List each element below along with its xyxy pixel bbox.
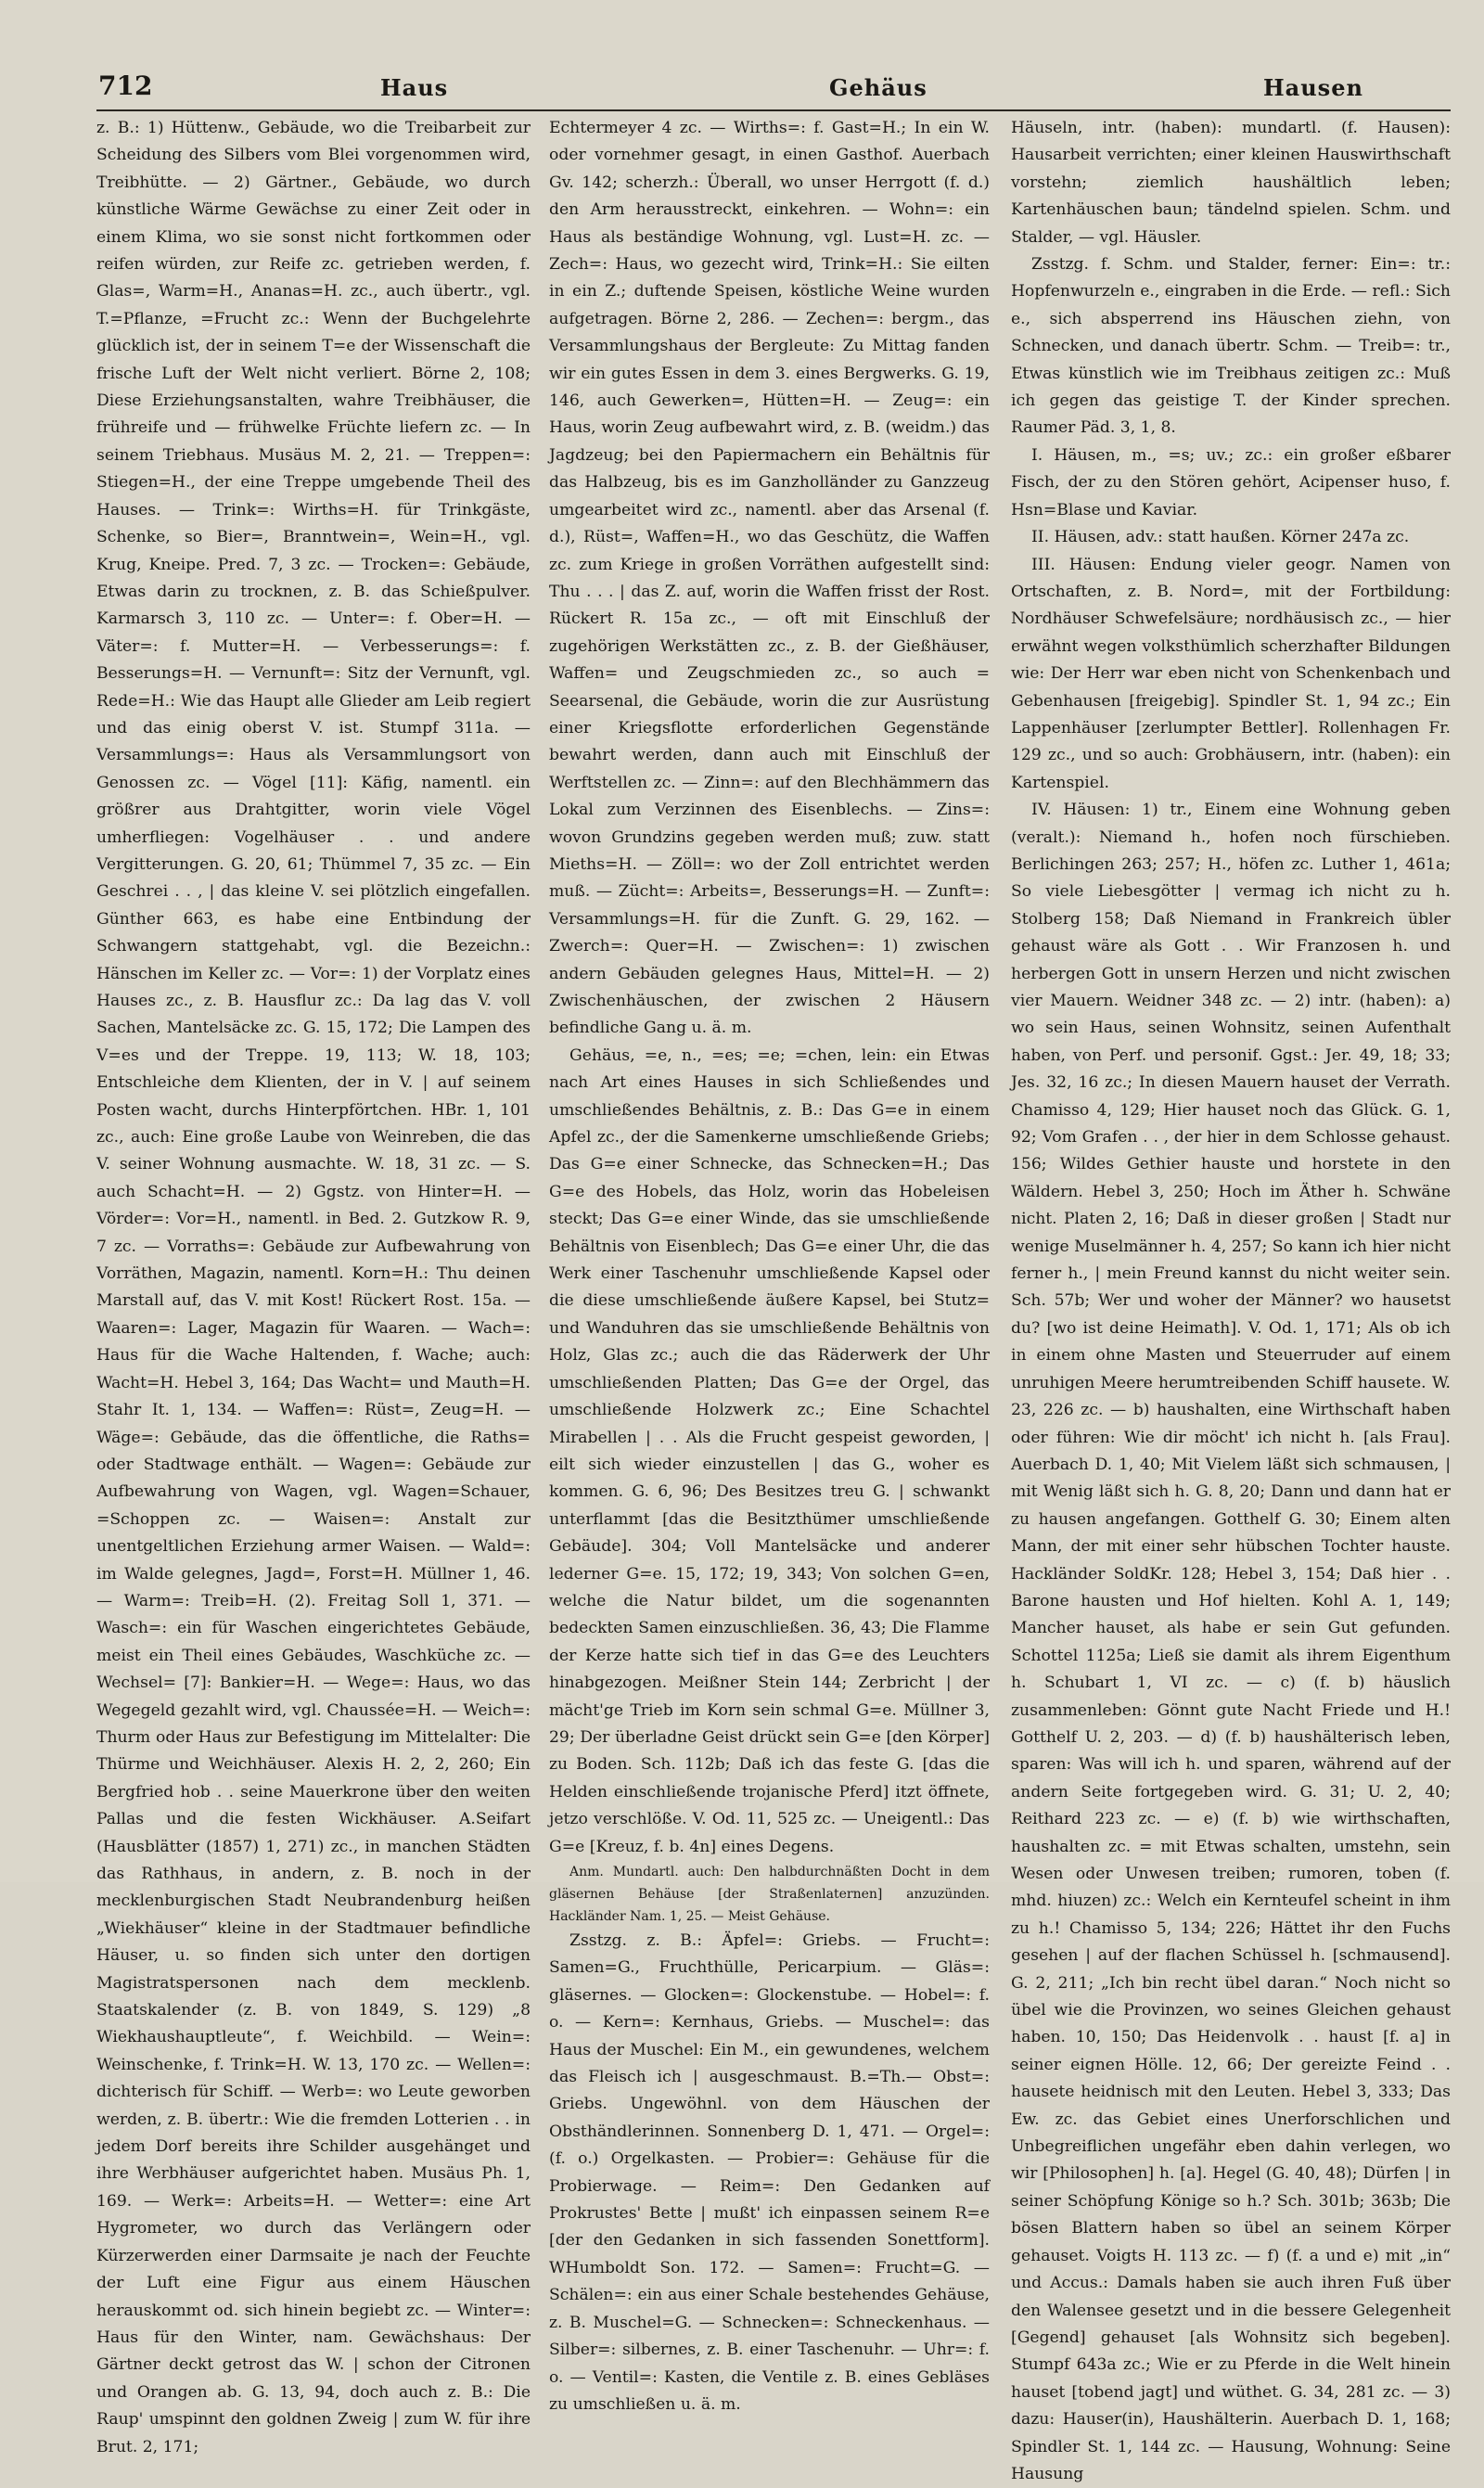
- catchword-left: Haus: [380, 74, 449, 101]
- entry-hausen-4: IV. Häusen: 1) tr., Einem eine Wohnung geben (veralt.): Niemand h., hofen noch fürschieben. Berlichingen 263; 257; H., höfen zc. Luther 1, 461a; So viele Liebesgötter | vermag ich nicht zu h. Stolberg 158; Daß Niemand in Frankreich übler gehaust wäre als Gott . . Wir Franzosen h. und herbergen Gott in unsern Herzen und nicht zwischen vier Mauern. Weidner 348 zc. — 2) intr. (haben): a) wo sein Haus, seinen Wohnsitz, seinen Aufenthalt haben, von Perf. und personif. Ggst.: Jer. 49, 18; 33; Jes. 32, 16 zc.; In diesen Mauern hauset der Verrath. Chamisso 4, 129; Hier hauset noch das Glück. G. 1, 92; Vom Grafen . . , der hier in dem Schlosse gehaust. 156; Wildes Gethier hauste und horstete in den Wäldern. Hebel 3, 250; Hoch im Äther h. Schwäne nicht. Platen 2, 16; Daß in dieser großen | Stadt nur wenige Muselmänner h. 4, 257; So kann ich hier nicht ferner h., | mein Freund kannst du nicht weiter sein. Sch. 57b; Wer und woher der Männer? wo hausetst du? [wo ist deine Heimath]. V. Od. 1, 171; Als ob ich in einem ohne Masten und Steuerruder auf einem unruhigen Meere herumtreibenden Schiff hausete. W. 23, 226 zc. — b) haushalten, eine Wirthschaft haben oder führen: Wie dir möcht' ich nicht h. [als Frau]. Auerbach D. 1, 40; Mit Vielem läßt sich schmausen, | mit Wenig läßt sich h. G. 8, 20; Dann und dann hat er zu hausen angefangen. Gotthelf G. 30; Einem alten Mann, der mit einer sehr hübschen Tochter hauste. Hackländer SoldKr. 128; Hebel 3, 154; Daß hier . . Barone hausten und Hof hielten. Kohl A. 1, 149; Mancher hauset, als habe er sein Gut gefunden. Schottel 1125a; Ließ sie damit als ihrem Eigenthum h. Schubart 1, VI zc. — c) (f. b) häuslich zusammenleben: Gönnt gute Nacht Friede und H.! Gotthelf U. 2, 203. — d) (f. b) haushälterisch leben, sparen: Was will ich h. und sparen, während auf der andern Seite fortgegeben wird. G. 31; U. 2, 40; Reithard 223 zc. — e) (f. b) wie wirthschaften, haushalten zc. = mit Etwas schalten, umstehn, sein Wesen oder Unwesen treiben; rumoren, toben (f. mhd. hiuzen) zc.: Welch ein Kernteufel scheint in ihm zu h.! Chamisso 5, 134; 226; Hättet ihr den Fuchs gesehen | auf der flachen Schüssel h. [schmausend]. G. 2, 211; „Ich bin recht übel daran.“ Noch nicht so übel wie die Provinzen, wo seines Gleichen gehaust haben. 10, 150; Das Heidenvolk . . haust [f. a] in seiner eignen Hölle. 12, 66; Der gereizte Feind . . hausete heidnisch mit den Leuten. Hebel 3, 333; Das Ew. zc. das Gebiet eines Unerforschlichen und Unbegreiflichen ungefähr eben dahin verlegen, wo wir [Philosophen] h. [a]. Hegel (G. 40, 48); Dürfen | in seiner Schöpfung Könige so h.? Sch. 301b; 363b; Die bösen Blattern haben so übel an seinem Körper gehauset. Voigts H. 113 zc. — f) (f. a und e) mit „in“ und Accus.: Damals haben sie auch ihren Fuß über den Walensee gesetzt und in die bessere Gelegenheit [Gegend] gehauset [als Wohnsitz sich begeben]. Stumpf 643a zc.; Wie er zu Pferde in die Welt hinein hauset [tobend jagt] und wüthet. G. 34, 281 zc. — 3) dazu: Hauser(in), Haushälterin. Auerbach D. 1, 168; Spindler St. 1, 144 zc. — Hausung, Wohnung: Seine Hausung: [1011, 801, 1451, 2483]
- entry-text: z. B.: 1) Hüttenw., Gebäude, wo die Treibarbeit zur Scheidung des Silbers vom Blei vorgenommen wird, Treibhütte. — 2) Gärtner., Gebäude, wo durch künstliche Wärme Gewächse zu einer Zeit oder in einem Klima, wo sie sonst nicht fortkommen oder reifen würden, zur Reife zc. getrieben werden, f. Glas=, Warm=H., Ananas=H. zc., auch übertr., vgl. T.=Pflanze, =Frucht zc.: Wenn der Buchgelehrte glücklich ist, der in seinem T=e der Wissenschaft die frische Luft der Welt nicht verliert. Börne 2, 108; Diese Erziehungsanstalten, wahre Treibhäuser, die frühreife und — frühwelke Früchte liefern zc. — In seinem Triebhaus. Musäus M. 2, 21. — Treppen=: Stiegen=H., der eine Treppe umgebende Theil des Hauses. — Trink=: Wirths=H. für Trinkgäste, Schenke, so Bier=, Branntwein=, Wein=H., vgl. Krug, Kneipe. Pred. 7, 3 zc. — Trocken=: Gebäude, Etwas darin zu trocknen, z. B. das Schießpulver. Karmarsch 3, 110 zc. — Unter=: f. Ober=H. — Väter=: f. Mutter=H. — Verbesserungs=: f. Besserungs=H. — Vernunft=: Sitz der Vernunft, vgl. Rede=H.: Wie das Haupt alle Glieder am Leib regiert und das einig oberst V. ist. Stumpf 311a. — Versammlungs=: Haus als Versammlungsort von Genossen zc. — Vögel [11]: Käfig, namentl. ein größrer aus Drahtgitter, worin viele Vögel umherfliegen: Vogelhäuser . . und andere Vergitterungen. G. 20, 61; Thümmel 7, 35 zc. — Ein Geschrei . . , | das kleine V. sei plötzlich eingefallen. Günther 663, es habe eine Entbindung der Schwangern stattgehabt, vgl. die Bezeichn.: Hänschen im Keller zc. — Vor=: 1) der Vorplatz eines Hauses zc., z. B. Hausflur zc.: Da lag das V. voll Sachen, Mantelsäcke zc. G. 15, 172; Die Lampen des V=es und der Treppe. 19, 113; W. 18, 103; Entschleiche dem Klienten, der in V. | auf seinem Posten wacht, durchs Hinterpförtchen. HBr. 1, 101 zc., auch: Eine große Laube von Weinreben, die das V. seiner Wohnung ausmachte. W. 18, 31 zc. — S. auch Schacht=H. — 2) Ggstz. von Hinter=H. — Vörder=: Vor=H., namentl. in Bed. 2. Gutzkow R. 9, 7 zc. — Vorraths=: Gebäude zur Aufbewahrung von Vorräthen, Magazin, namentl. Korn=H.: Thu deinen Marstall auf, das V. mit Kost! Rückert Rost. 15a. — Waaren=: Lager, Magazin für Waaren. — Wach=: Haus für die Wache Haltenden, f. Wache; auch: Wacht=H. Hebel 3, 164; Das Wacht= und Mauth=H. Stahr It. 1, 134. — Waffen=: Rüst=, Zeug=H. — Wäge=: Gebäude, das die öffentliche, die Raths= oder Stadtwage enthält. — Wagen=: Gebäude zur Aufbewahrung von Wagen, vgl. Wagen=Schauer, =Schoppen zc. — Waisen=: Anstalt zur unentgeltlichen Erziehung armer Waisen. — Wald=: im Walde gelegnes, Jagd=, Forst=H. Müllner 1, 46. — Warm=: Treib=H. (2). Freitag Soll 1, 371. — Wasch=: ein für Waschen eingerichtetes Gebäude, meist ein Theil eines Gebäudes, Waschküche zc. — Wechsel= [7]: Bankier=H. — Wege=: Haus, wo das Wegegeld gezahlt wird, vgl. Chaussée=H. — Weich=: Thurm oder Haus zur Befestigung im Mittelalter: Die Thürme und Weichhäuser. Alexis H. 2, 2, 260; Ein Bergfried hob . . seine Mauerkrone über den weiten Pallas und die festen Wickhäuser. A.Seifart (Hausblätter (1857) 1, 271) zc., in manchen Städten das Rathhaus, in andern, z. B. noch in der mecklenburgischen Stadt Neubrandenburg heißen „Wiekhäuser“ kleine in der Stadtmauer befindliche Häuser, u. so finden sich unter den dortigen Magistratspersonen nach dem mecklenb. Staatskalender (z. B. von 1849, S. 129) „8 Wiekhaushauptleute“, f. Weichbild. — Wein=: Weinschenke, f. Trink=H. W. 13, 170 zc. — Wellen=: dichterisch für Schiff. — Werb=: wo Leute geworben werden, z. B. übertr.: Wie die fremden Lotterien . . in jedem Dorf bereits ihre Schilder ausgehänget und ihre Werbhäuser aufgerichtet haben. Musäus Ph. 1, 169. — Werk=: Arbeits=H. — Wetter=: eine Art Hygrometer, wo durch das Verlängern oder Kürzerwerden einer Darmsaite je nach der Feuchte der Luft eine Figur aus einem Häuschen herauskommt od. sich hinein begiebt zc. — Winter=: Haus für den Winter, nam. Gewächshaus: Der Gärtner deckt getrost das W. | schon der Citronen und Orangen ab. G. 13, 94, doch auch z. B.: Die Raup' umspinnt den goldnen Zweig | zum W. für ihre Brut. 2, 171;: [96, 119, 531, 2456]
- entry-note: Anm. Mundartl. auch: Den halbdurchnäßten Docht in dem gläsernen Behäuse [der Straßenlaternen] anzuzünden. Hackländer Nam. 1, 25. — Meist Gehäuse.: [549, 1865, 990, 1924]
- catchword-center: Gehäus: [829, 74, 928, 101]
- entry-hausen-2: II. Häusen, adv.: statt haußen. Körner 247a zc.: [1031, 528, 1410, 547]
- page-header: [96, 69, 1451, 111]
- entry-haeuseln: Häuseln, intr. (haben): mundartl. (f. Hausen): Hausarbeit verrichten; einer kleinen Hauswirthschaft vorstehn; ziemlich haushältlich leben; Kartenhäuschen baun; tändelnd spielen. Schm. und Stalder, — vgl. Häusler.: [1011, 119, 1451, 247]
- entry-hausen-3: III. Häusen: Endung vieler geogr. Namen von Ortschaften, z. B. Nord=, mit der Fortbildung: Nordhäuser Schwefelsäure; nordhäusisch zc., — hier erwähnt wegen volksthümlich scherzhafter Bildungen wie: Der Herr war eben nicht von Schenkenbach und Gebenhausen [freigebig]. Spindler St. 1, 94 zc.; Ein Lappenhäuser [zerlumpter Bettler]. Rollenhagen Fr. 129 zc., und so auch: Grobhäusern, intr. (haben): ein Kartenspiel.: [1011, 555, 1451, 792]
- column-right: [1011, 115, 1451, 2483]
- entry-text: Echtermeyer 4 zc. — Wirths=: f. Gast=H.; In ein W. oder vornehmer gesagt, in einen Gasthof. Auerbach Gv. 142; scherzh.: Überall, wo unser Herrgott (f. d.) den Arm herausstreckt, einkehren. — Wohn=: ein Haus als beständige Wohnung, vgl. Lust=H. zc. — Zech=: Haus, wo gezecht wird, Trink=H.: Sie eilten in ein Z.; duftende Speisen, köstliche Weine wurden aufgetragen. Börne 2, 286. — Zechen=: bergm., das Versammlungshaus der Bergleute: Zu Mittag fanden wir ein gutes Essen in dem 3. eines Bergwerks. G. 19, 146, auch Gewerken=, Hütten=H. — Zeug=: ein Haus, worin Zeug aufbewahrt wird, z. B. (weidm.) das Jagdzeug; bei den Papiermachern ein Behältnis für das Halbzeug, bis es im Ganzholländer zu Ganzzeug umgearbeitet wird zc., namentl. aber das Arsenal (f. d.), Rüst=, Waffen=H., wo das Geschütz, die Waffen zc. zum Kriege in großen Vorräthen aufgestellt sind: Thu . . . | das Z. auf, worin die Waffen frisst der Rost. Rückert R. 15a zc., — oft mit Einschluß der zugehörigen Werkstätten zc., z. B. der Gießhäuser, Waffen= und Zeugschmieden zc., so auch = Seearsenal, die Gebäude, worin die zur Ausrüstung einer Kriegsflotte erforderlichen Gegenstände bewahrt werden, dann auch mit Einschluß der Werftstellen zc. — Zinn=: auf den Blechhämmern das Lokal zum Verzinnen des Eisenblechs. — Zins=: wovon Grundzins gegeben werden muß; zuw. statt Mieths=H. — Zöll=: wo der Zoll entrichtet werden muß. — Zücht=: Arbeits=, Besserungs=H. — Zunft=: Versammlungs=H. für die Zunft. G. 29, 162. — Zwerch=: Quer=H. — Zwischen=: 1) zwischen andern Gebäuden gelegnes Haus, Mittel=H. — 2) Zwischenhäuschen, der zwischen 2 Häusern befindliche Gang u. ä. m.: [549, 119, 990, 1038]
- entry-hausen-1: I. Häusen, m., =s; uv.; zc.: ein großer eßbarer Fisch, der zu den Stören gehört, Acipenser huso, f. Hsn=Blase und Kaviar.: [1011, 445, 1451, 519]
- catchword-right: Hausen: [1263, 74, 1363, 101]
- column-left: [96, 115, 531, 2456]
- entry-gehaeus: Gehäus, =e, n., =es; =e; =chen, lein: ein Etwas nach Art eines Hauses in sich Schließendes und umschließendes Behältnis, z. B.: Das G=e in einem Apfel zc., der die Samenkerne umschließende Griebs; Das G=e einer Schnecke, das Schnecken=H.; Das G=e des Hobels, das Holz, worin das Hobeleisen steckt; Das G=e einer Winde, das sie umschließende Behältnis von Eisenblech; Das G=e einer Uhr, die das Werk einer Taschenuhr umschließende Kapsel oder die diese umschließende äußere Kapsel, bei Stutz= und Wanduhren das sie umschließende Behältnis von Holz, Glas zc.; auch die das Räderwerk der Uhr umschließenden Platten; Das G=e der Orgel, das umschließende Holzwerk zc.; Eine Schachtel Mirabellen | . . Als die Frucht gespeist geworden, | eilt sich wieder einzustellen | das G., woher es kommen. G. 6, 96; Des Besitzes treu G. | schwankt unterflammt [das die Besitzthümer umschließende Gebäude]. 304; Voll Mantelsäcke und anderer lederner G=e. 15, 172; 19, 343; Von solchen G=en, welche die Natur bildet, um die sogenannten bedeckten Samen einzuschließen. 36, 43; Die Flamme der Kerze hatte sich tief in das G=e des Leuchters hinabgezogen. Meißner Stein 144; Zerbricht | der mächt'ge Trieb im Korn sein schmal G=e. Müllner 3, 29; Der überladne Geist drückt sein G=e [den Körper] zu Boden. Sch. 112b; Daß ich das feste G. [das die Helden einschließende trojanische Pferd] itzt öffnete, jetzo verschlöße. V. Od. 11, 525 zc. — Uneigentl.: Das G=e [Kreuz, f. b. 4n] eines Degens.: [549, 1045, 990, 1856]
- column-center: [549, 115, 990, 2414]
- page-number: 712: [98, 71, 153, 101]
- entry-compounds: Zsstzg. f. Schm. und Stalder, ferner: Ein=: tr.: Hopfenwurzeln e., eingraben in die Erde. — refl.: Sich e., sich absperrend ins Häuschen ziehn, von Schnecken, und danach übertr. Schm. — Treib=: tr., Etwas künstlich wie im Treibhaus zeitigen zc.: Muß ich gegen das geistige T. der Kinder sprechen. Raumer Päd. 3, 1, 8.: [1011, 255, 1451, 438]
- entry-compounds: Zsstzg. z. B.: Äpfel=: Griebs. — Frucht=: Samen=G., Fruchthülle, Pericarpium. — Gläs=: gläsernes. — Glocken=: Glockenstube. — Hobel=: f. o. — Kern=: Kernhaus, Griebs. — Muschel=: das Haus der Muschel: Ein M., ein gewundenes, welchem das Fleisch ich | ausgeschmaust. B.=Th.— Obst=: Griebs. Ungewöhnl. von dem Häuschen der Obsthändlerinnen. Sonnenberg D. 1, 471. — Orgel=: (f. o.) Orgelkasten. — Probier=: Gehäuse für die Probierwage. — Reim=: Den Gedanken auf Prokrustes' Bette | mußt' ich einpassen seinem R=e [der den Gedanken in sich fassenden Sonettform]. WHumboldt Son. 172. — Samen=: Frucht=G. — Schälen=: ein aus einer Schale bestehendes Gehäuse, z. B. Muschel=G. — Schnecken=: Schneckenhaus. — Silber=: silbernes, z. B. einer Taschenuhr. — Uhr=: f. o. — Ventil=: Kasten, die Ventile z. B. eines Gebläses zu umschließen u. ä. m.: [549, 1931, 990, 2414]
